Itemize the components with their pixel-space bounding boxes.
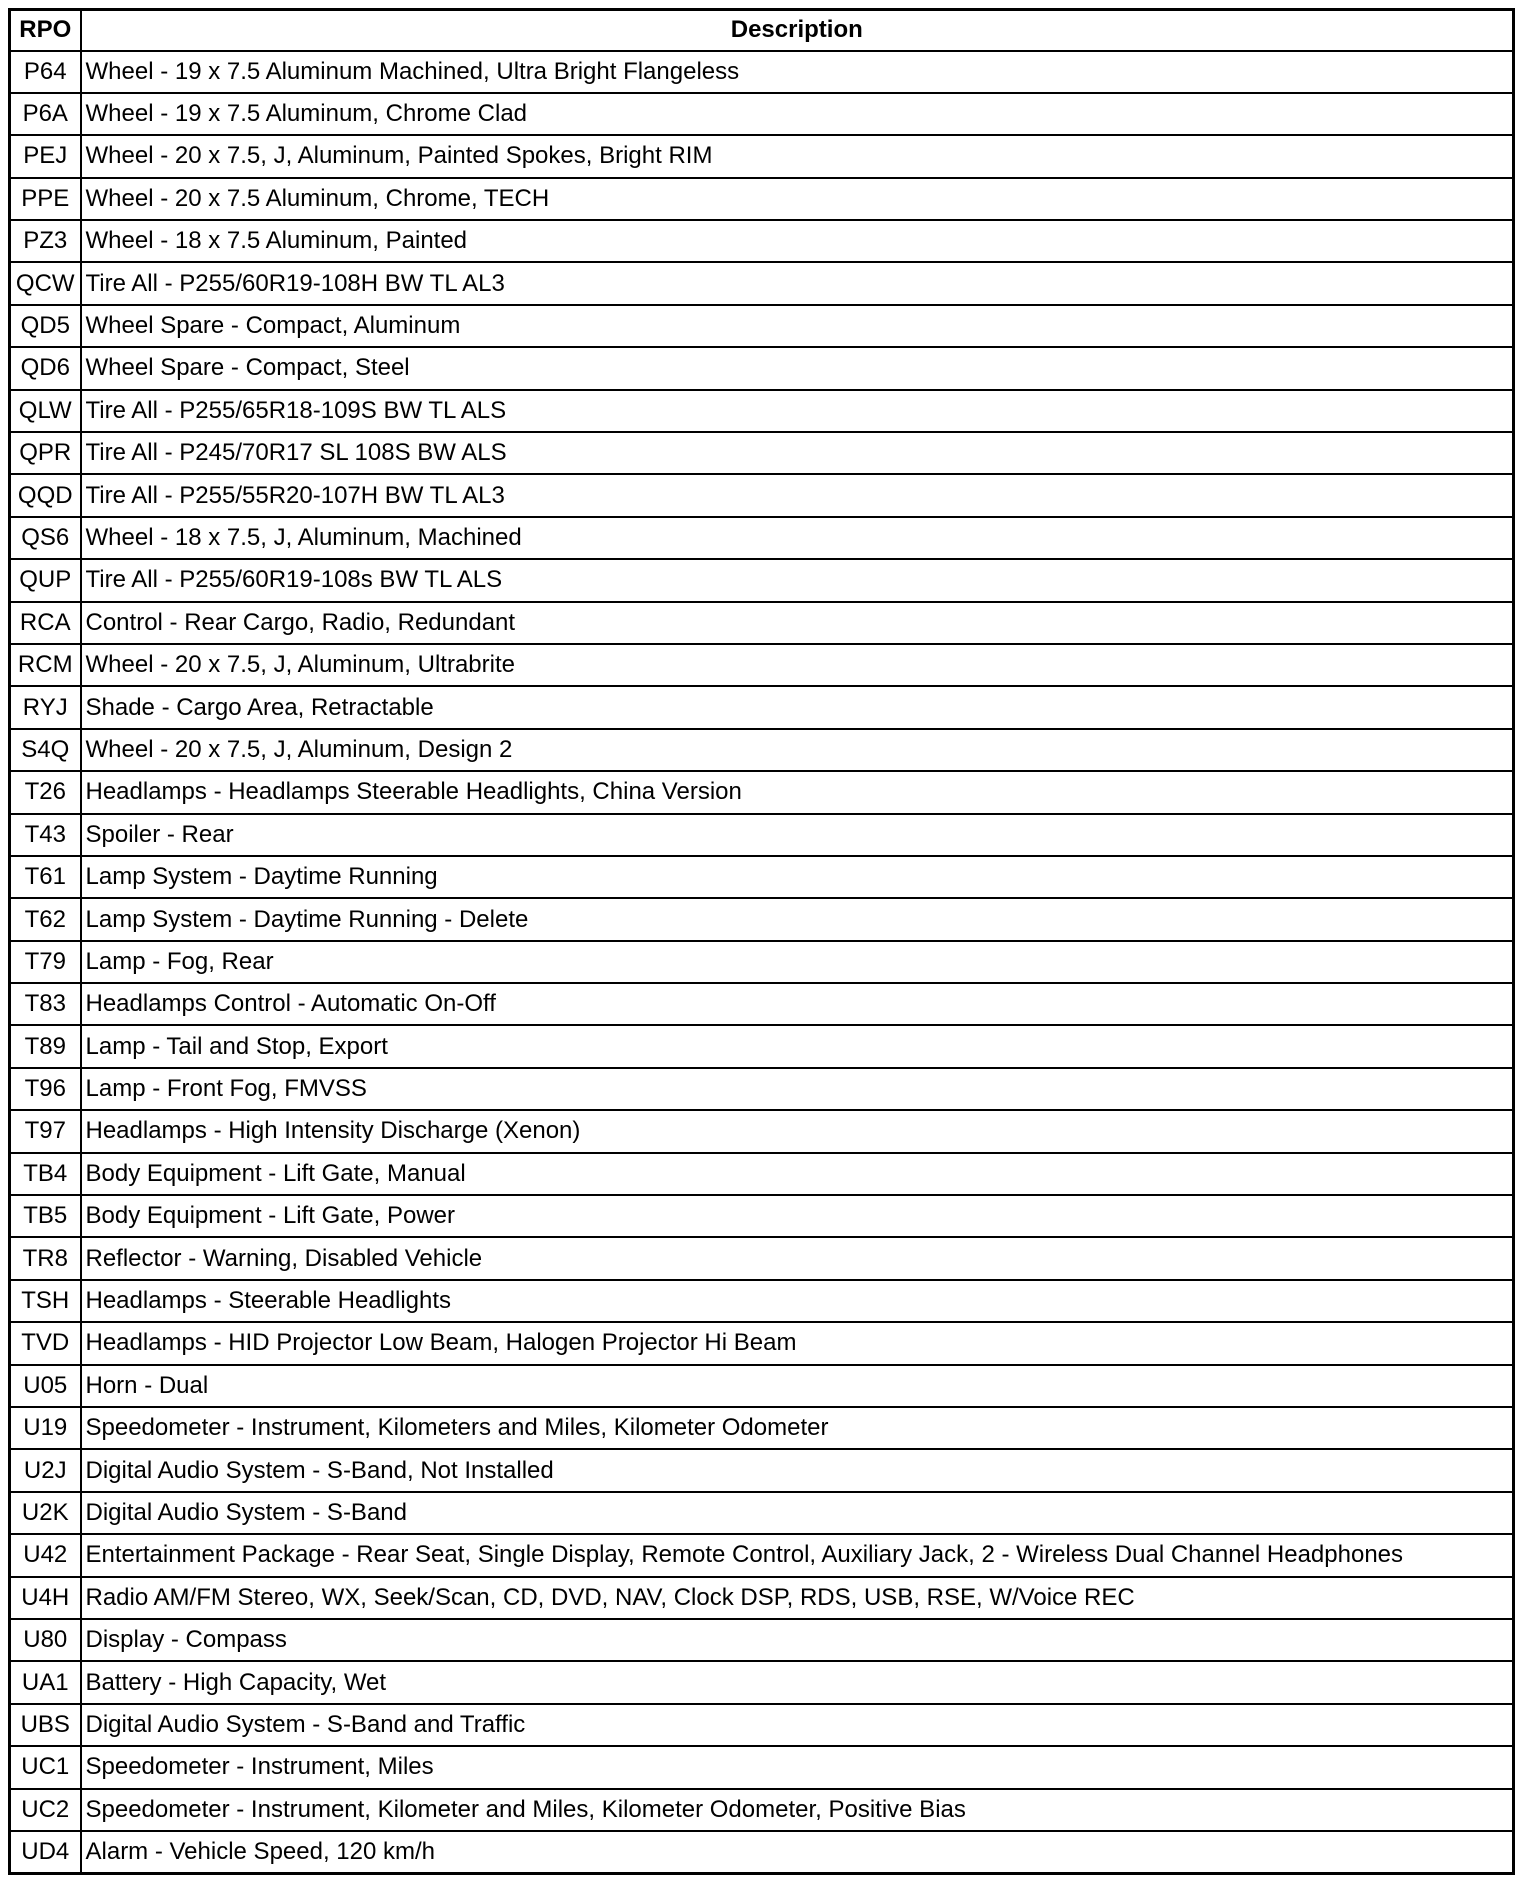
rpo-code-cell: U80 <box>10 1619 81 1661</box>
rpo-code-cell: TVD <box>10 1322 81 1364</box>
rpo-code-cell: U19 <box>10 1407 81 1449</box>
table-row <box>10 347 1514 389</box>
table-row <box>10 390 1514 432</box>
description-cell: Wheel - 18 x 7.5 Aluminum, Painted <box>81 220 1514 262</box>
rpo-code-cell: UA1 <box>10 1661 81 1703</box>
table-row <box>10 432 1514 474</box>
description-cell: Tire All - P255/55R20-107H BW TL AL3 <box>81 474 1514 516</box>
description-cell: Wheel - 20 x 7.5, J, Aluminum, Design 2 <box>81 729 1514 771</box>
table-row <box>10 93 1514 135</box>
table-header <box>10 10 1514 51</box>
rpo-code-cell: U2K <box>10 1492 81 1534</box>
description-cell: Digital Audio System - S-Band <box>81 1492 1514 1534</box>
column-header-rpo: RPO <box>10 10 81 51</box>
description-cell: Wheel - 18 x 7.5, J, Aluminum, Machined <box>81 517 1514 559</box>
description-cell: Headlamps - Headlamps Steerable Headlights, China Version <box>81 771 1514 813</box>
table-row <box>10 1195 1514 1237</box>
rpo-code-cell: U2J <box>10 1449 81 1491</box>
table-row <box>10 1534 1514 1576</box>
rpo-code-cell: T43 <box>10 814 81 856</box>
table-row <box>10 1661 1514 1703</box>
rpo-code-cell: QLW <box>10 390 81 432</box>
table-row <box>10 941 1514 983</box>
description-cell: Wheel Spare - Compact, Aluminum <box>81 305 1514 347</box>
rpo-code-cell: TSH <box>10 1280 81 1322</box>
table-row <box>10 686 1514 728</box>
description-cell: Speedometer - Instrument, Kilometer and Miles, Kilometer Odometer, Positive Bias <box>81 1789 1514 1831</box>
rpo-code-cell: UC2 <box>10 1789 81 1831</box>
description-cell: Horn - Dual <box>81 1365 1514 1407</box>
description-cell: Tire All - P255/65R18-109S BW TL ALS <box>81 390 1514 432</box>
description-cell: Speedometer - Instrument, Miles <box>81 1746 1514 1788</box>
table-row <box>10 729 1514 771</box>
table-row <box>10 1237 1514 1279</box>
table-row <box>10 771 1514 813</box>
rpo-code-cell: U05 <box>10 1365 81 1407</box>
table-row <box>10 1619 1514 1661</box>
description-cell: Lamp - Fog, Rear <box>81 941 1514 983</box>
table-row <box>10 559 1514 601</box>
rpo-code-cell: T83 <box>10 983 81 1025</box>
rpo-code-cell: PZ3 <box>10 220 81 262</box>
rpo-code-cell: PPE <box>10 178 81 220</box>
description-cell: Speedometer - Instrument, Kilometers and Miles, Kilometer Odometer <box>81 1407 1514 1449</box>
description-cell: Battery - High Capacity, Wet <box>81 1661 1514 1703</box>
description-cell: Digital Audio System - S-Band and Traffic <box>81 1704 1514 1746</box>
table-row <box>10 1110 1514 1152</box>
description-cell: Radio AM/FM Stereo, WX, Seek/Scan, CD, DVD, NAV, Clock DSP, RDS, USB, RSE, W/Voice REC <box>81 1577 1514 1619</box>
table-row <box>10 1153 1514 1195</box>
rpo-code-cell: UBS <box>10 1704 81 1746</box>
table-row <box>10 178 1514 220</box>
description-cell: Headlamps - HID Projector Low Beam, Halogen Projector Hi Beam <box>81 1322 1514 1364</box>
table-row <box>10 983 1514 1025</box>
description-cell: Lamp - Tail and Stop, Export <box>81 1025 1514 1067</box>
table-row <box>10 1577 1514 1619</box>
description-cell: Lamp - Front Fog, FMVSS <box>81 1068 1514 1110</box>
rpo-code-cell: QS6 <box>10 517 81 559</box>
description-cell: Wheel - 19 x 7.5 Aluminum, Chrome Clad <box>81 93 1514 135</box>
description-cell: Headlamps Control - Automatic On-Off <box>81 983 1514 1025</box>
description-cell: Tire All - P245/70R17 SL 108S BW ALS <box>81 432 1514 474</box>
table-row <box>10 856 1514 898</box>
header-row <box>10 10 1514 51</box>
rpo-code-cell: T61 <box>10 856 81 898</box>
rpo-code-cell: P6A <box>10 93 81 135</box>
description-cell: Wheel - 19 x 7.5 Aluminum Machined, Ultra Bright Flangeless <box>81 51 1514 93</box>
table-row <box>10 305 1514 347</box>
rpo-code-cell: QPR <box>10 432 81 474</box>
table-row <box>10 1449 1514 1491</box>
rpo-code-cell: U42 <box>10 1534 81 1576</box>
table-body <box>10 51 1514 1874</box>
table-row <box>10 814 1514 856</box>
rpo-code-cell: QQD <box>10 474 81 516</box>
description-cell: Shade - Cargo Area, Retractable <box>81 686 1514 728</box>
description-cell: Display - Compass <box>81 1619 1514 1661</box>
description-cell: Body Equipment - Lift Gate, Power <box>81 1195 1514 1237</box>
table-row <box>10 220 1514 262</box>
description-cell: Spoiler - Rear <box>81 814 1514 856</box>
table-row <box>10 474 1514 516</box>
rpo-code-cell: RCM <box>10 644 81 686</box>
description-cell: Alarm - Vehicle Speed, 120 km/h <box>81 1831 1514 1873</box>
rpo-code-cell: T79 <box>10 941 81 983</box>
table-row <box>10 51 1514 93</box>
description-cell: Tire All - P255/60R19-108s BW TL ALS <box>81 559 1514 601</box>
table-row <box>10 898 1514 940</box>
table-row <box>10 644 1514 686</box>
rpo-code-cell: RYJ <box>10 686 81 728</box>
description-cell: Body Equipment - Lift Gate, Manual <box>81 1153 1514 1195</box>
rpo-code-cell: TR8 <box>10 1237 81 1279</box>
table-row <box>10 1280 1514 1322</box>
table-row <box>10 1025 1514 1067</box>
table-row <box>10 1831 1514 1873</box>
table-row <box>10 1322 1514 1364</box>
rpo-code-cell: QD5 <box>10 305 81 347</box>
description-cell: Lamp System - Daytime Running <box>81 856 1514 898</box>
description-cell: Entertainment Package - Rear Seat, Single Display, Remote Control, Auxiliary Jack, 2 - Wireless Dual Channel Headphones <box>81 1534 1514 1576</box>
description-cell: Tire All - P255/60R19-108H BW TL AL3 <box>81 262 1514 304</box>
table-row <box>10 1704 1514 1746</box>
table-row <box>10 1492 1514 1534</box>
description-cell: Lamp System - Daytime Running - Delete <box>81 898 1514 940</box>
table-row <box>10 1068 1514 1110</box>
description-cell: Wheel - 20 x 7.5, J, Aluminum, Ultrabrite <box>81 644 1514 686</box>
column-header-description: Description <box>81 10 1514 51</box>
rpo-code-cell: S4Q <box>10 729 81 771</box>
description-cell: Control - Rear Cargo, Radio, Redundant <box>81 602 1514 644</box>
description-cell: Headlamps - High Intensity Discharge (Xenon) <box>81 1110 1514 1152</box>
description-cell: Wheel - 20 x 7.5, J, Aluminum, Painted Spokes, Bright RIM <box>81 135 1514 177</box>
rpo-code-cell: T62 <box>10 898 81 940</box>
rpo-code-cell: UD4 <box>10 1831 81 1873</box>
rpo-code-cell: QCW <box>10 262 81 304</box>
table-row <box>10 262 1514 304</box>
rpo-code-cell: PEJ <box>10 135 81 177</box>
rpo-code-cell: TB5 <box>10 1195 81 1237</box>
rpo-code-cell: RCA <box>10 602 81 644</box>
rpo-code-cell: UC1 <box>10 1746 81 1788</box>
rpo-code-cell: T89 <box>10 1025 81 1067</box>
rpo-code-cell: T26 <box>10 771 81 813</box>
rpo-code-cell: T97 <box>10 1110 81 1152</box>
description-cell: Reflector - Warning, Disabled Vehicle <box>81 1237 1514 1279</box>
description-cell: Headlamps - Steerable Headlights <box>81 1280 1514 1322</box>
description-cell: Wheel Spare - Compact, Steel <box>81 347 1514 389</box>
description-cell: Wheel - 20 x 7.5 Aluminum, Chrome, TECH <box>81 178 1514 220</box>
table-row <box>10 1407 1514 1449</box>
table-row <box>10 1746 1514 1788</box>
rpo-code-cell: U4H <box>10 1577 81 1619</box>
table-row <box>10 1789 1514 1831</box>
rpo-code-cell: QD6 <box>10 347 81 389</box>
rpo-code-cell: T96 <box>10 1068 81 1110</box>
table-row <box>10 602 1514 644</box>
table-row <box>10 517 1514 559</box>
rpo-code-cell: TB4 <box>10 1153 81 1195</box>
description-cell: Digital Audio System - S-Band, Not Installed <box>81 1449 1514 1491</box>
table-row <box>10 1365 1514 1407</box>
rpo-code-cell: QUP <box>10 559 81 601</box>
rpo-table <box>8 8 1515 1875</box>
table-row <box>10 135 1514 177</box>
rpo-code-cell: P64 <box>10 51 81 93</box>
